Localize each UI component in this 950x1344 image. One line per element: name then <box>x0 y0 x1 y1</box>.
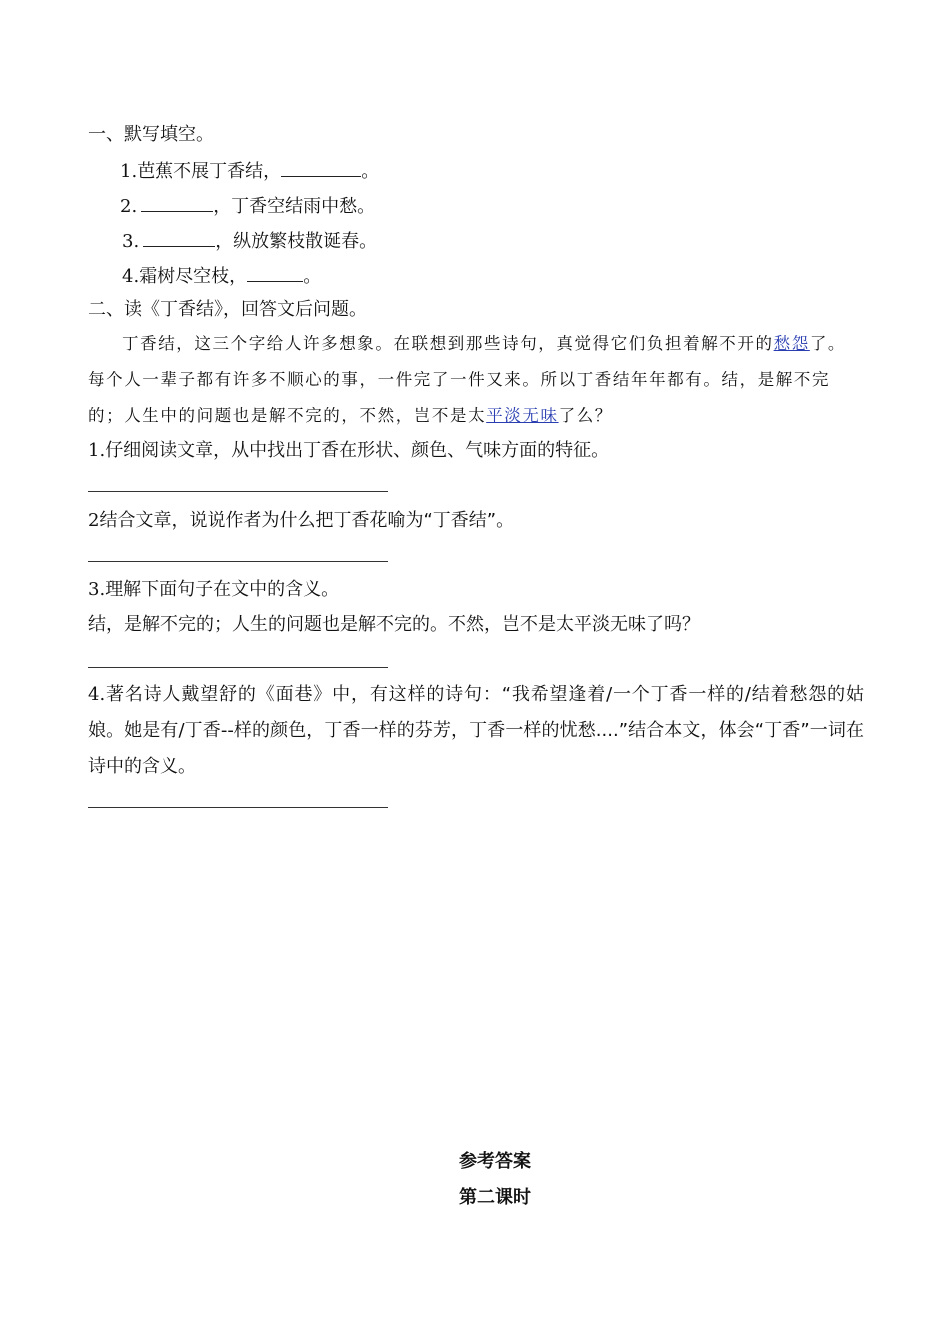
item-text-after: 。 <box>361 161 380 182</box>
item-number: 1. <box>120 161 138 182</box>
answers-title: 参考答案 <box>459 1151 531 1172</box>
answer-line-1[interactable] <box>88 491 388 492</box>
fill-item-4 <box>122 263 321 289</box>
item-text-after: 。 <box>303 266 322 287</box>
section2-heading: 二、读《丁香结》，回答文后问题。 <box>88 299 367 320</box>
passage-text: 了。每个人一辈子都有许多不顺心的事，一件完了一件又来。所以丁香结年年都有。结，是解不完的；人生中的问题也是解不完的，不然，岂不是太 <box>88 334 847 425</box>
question-3 <box>88 578 339 602</box>
question-number: 2 <box>88 510 100 531</box>
question-4 <box>88 677 864 785</box>
item-number: 3. <box>122 231 140 252</box>
question-number: 4. <box>88 684 106 705</box>
question-2 <box>88 509 514 533</box>
item-number: 2. <box>120 196 138 217</box>
question-3-quote: 结，是解不完的；人生的问题也是解不完的。不然，岂不是太平淡无味了吗？ <box>88 614 700 635</box>
fill-item-3 <box>122 228 377 254</box>
question-number: 3. <box>88 579 106 600</box>
question-text: 理解下面句子在文中的含义。 <box>105 579 340 600</box>
link-pingdan-wuwei[interactable]: 平淡无味 <box>486 406 559 425</box>
fill-item-1 <box>120 158 379 184</box>
passage-text: 丁香结，这三个字给人许多想象。在联想到那些诗句，真觉得它们负担着解不开的 <box>122 334 774 353</box>
lesson-title: 第二课时 <box>459 1187 531 1208</box>
answer-line-4[interactable] <box>88 807 388 808</box>
section1-heading: 一、默写填空。 <box>88 124 214 145</box>
item-text-after: ，丁香空结雨中愁。 <box>213 196 376 217</box>
item-text-before: 芭蕉不展丁香结， <box>137 161 282 182</box>
link-chouyuan[interactable]: 愁怨 <box>773 334 810 353</box>
question-1 <box>88 439 609 463</box>
fill-item-2 <box>120 193 375 219</box>
answer-line-3[interactable] <box>88 667 388 668</box>
item-text-before: 霜树尽空枝， <box>139 266 248 287</box>
fill-blank[interactable] <box>281 158 361 177</box>
fill-blank[interactable] <box>143 228 215 247</box>
item-number: 4. <box>122 266 140 287</box>
passage-text: 了么？ <box>558 406 613 425</box>
question-text: 著名诗人戴望舒的《面巷》中，有这样的诗句：“我希望逢着/一个丁香一样的/结着愁怨的姑娘。她是有/丁香--样的颜色，丁香一样的芬芳，丁香一样的忧愁....”结合本文，体会“丁香”一词在诗中的含义。 <box>88 684 864 777</box>
answer-line-2[interactable] <box>88 561 388 562</box>
question-text: 结合文章，说说作者为什么把丁香花喻为“丁香结”。 <box>99 510 515 531</box>
item-text-after: ，纵放繁枝散诞春。 <box>215 231 378 252</box>
fill-blank[interactable] <box>247 263 303 282</box>
fill-blank[interactable] <box>141 193 213 212</box>
question-text: 仔细阅读文章，从中找出丁香在形状、颜色、气味方面的特征。 <box>105 440 610 461</box>
question-number: 1. <box>88 440 106 461</box>
reading-passage <box>88 326 864 434</box>
